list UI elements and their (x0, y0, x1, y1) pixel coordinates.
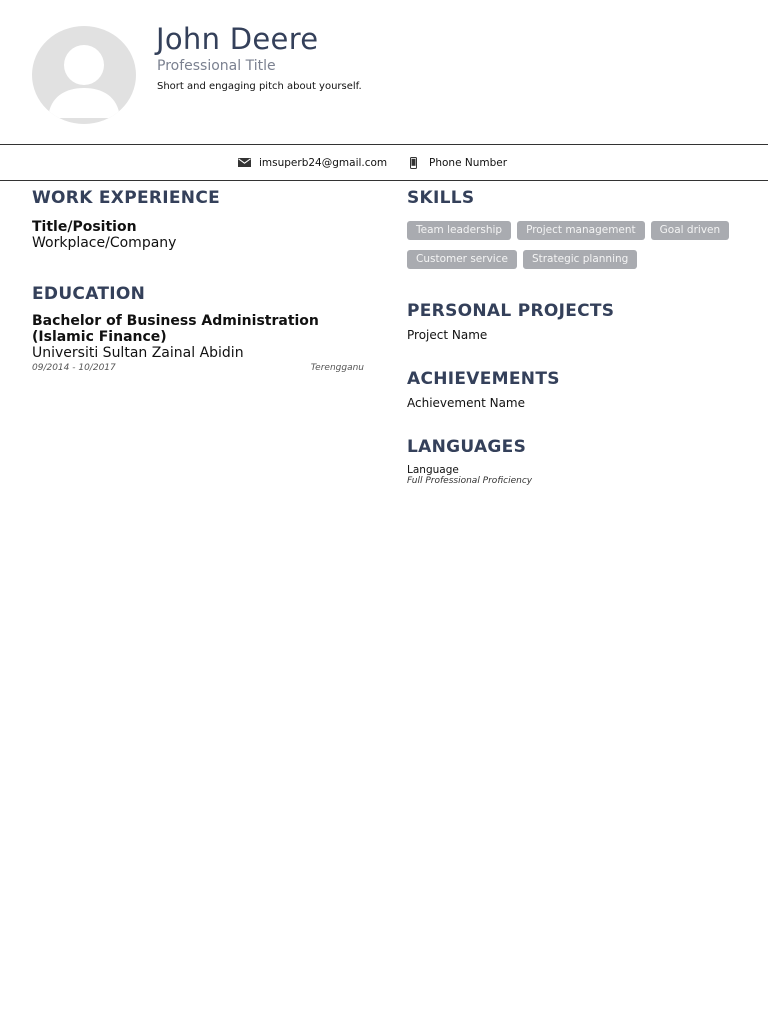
envelope-icon (238, 158, 251, 167)
skill-tag: Goal driven (651, 221, 729, 240)
language-item (407, 464, 737, 486)
achievements-heading: ACHIEVEMENTS (407, 369, 560, 389)
skills-heading: SKILLS (407, 188, 475, 208)
work-experience-item (32, 219, 364, 251)
person-name: John Deere (156, 22, 319, 56)
contact-email[interactable] (238, 145, 387, 180)
project-name: Project Name (407, 328, 488, 342)
avatar-placeholder-icon (32, 26, 136, 124)
mobile-phone-icon (410, 157, 417, 169)
school-name: Universiti Sultan Zainal Abidin (32, 345, 244, 361)
skills-list (407, 221, 737, 269)
education-item (32, 313, 364, 373)
skill-tag: Project management (517, 221, 645, 240)
personal-projects-section (407, 301, 737, 342)
education-section (32, 284, 364, 373)
resume-header (0, 0, 768, 144)
languages-section (407, 437, 737, 486)
language-name: Language (407, 464, 459, 476)
skill-tag: Team leadership (407, 221, 511, 240)
phone-text: Phone Number (429, 156, 508, 169)
languages-heading: LANGUAGES (407, 437, 527, 457)
job-company: Workplace/Company (32, 235, 177, 251)
work-experience-section (32, 188, 364, 251)
skill-tag: Customer service (407, 250, 517, 269)
education-location: Terengganu (310, 363, 364, 373)
left-column (32, 188, 364, 373)
work-experience-heading: WORK EXPERIENCE (32, 188, 221, 208)
professional-title: Professional Title (157, 58, 276, 74)
personal-pitch: Short and engaging pitch about yourself. (157, 81, 362, 92)
email-text: imsuperb24@gmail.com (259, 156, 388, 169)
achievement-name: Achievement Name (407, 396, 526, 410)
contact-bar (0, 144, 768, 181)
education-dates: 09/2014 - 10/2017 (32, 363, 116, 373)
degree-line-2: (Islamic Finance) (32, 329, 167, 345)
education-meta (32, 363, 364, 373)
skills-section (407, 188, 737, 269)
achievements-section (407, 369, 737, 410)
education-heading: EDUCATION (32, 284, 146, 304)
right-column (407, 188, 737, 486)
personal-projects-heading: PERSONAL PROJECTS (407, 301, 615, 321)
contact-phone[interactable] (410, 145, 507, 180)
degree-line-1: Bachelor of Business Administration (32, 313, 319, 329)
language-proficiency: Full Professional Proficiency (407, 476, 533, 486)
job-title: Title/Position (32, 219, 137, 235)
skill-tag: Strategic planning (523, 250, 637, 269)
